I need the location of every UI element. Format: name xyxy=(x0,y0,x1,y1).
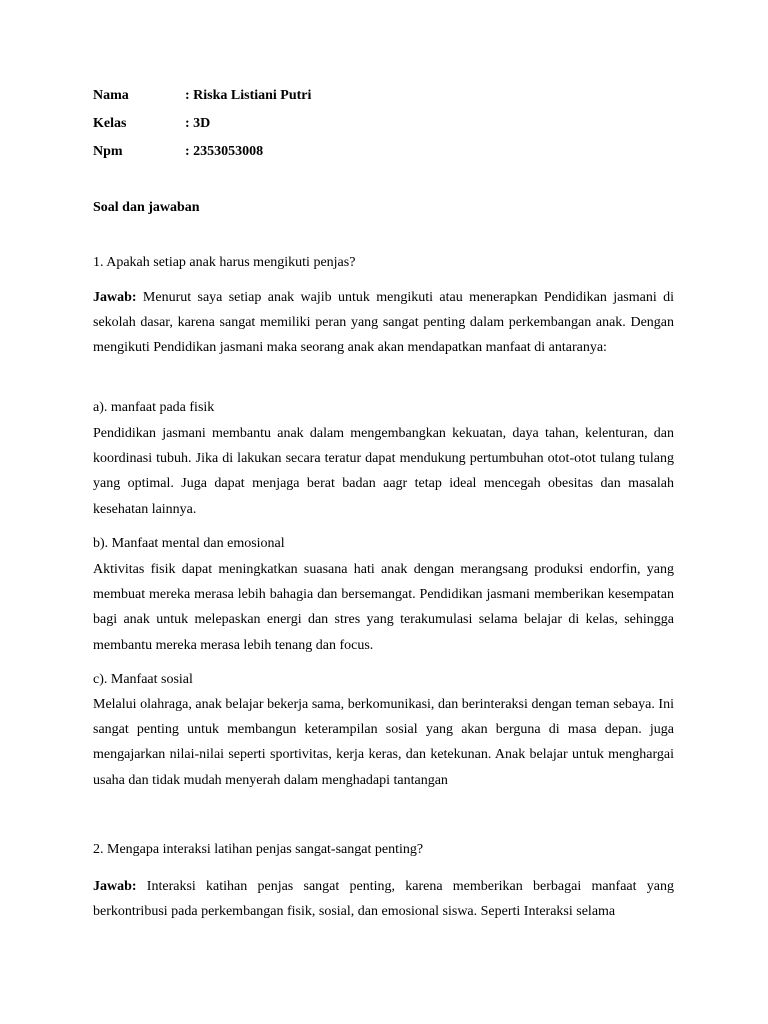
point-b-text: Aktivitas fisik dapat meningkatkan suasana hati anak dengan merangsang produksi endorfin, yang membuat mereka merasa lebih bahagia dan bersemangat. Pendidikan jasmani memberikan kesempatan bagi anak untuk melepaskan energi dan stres yang terakumulasi selama belajar di kelas, sehingga membantu mereka merasa lebih tenang dan focus. xyxy=(93,562,674,653)
point-a-heading: a). manfaat pada fisik xyxy=(93,400,215,415)
section-title: Soal dan jawaban xyxy=(93,200,200,215)
name-label: Nama xyxy=(93,88,129,103)
npm-label: Npm xyxy=(93,144,123,159)
name-value: : Riska Listiani Putri xyxy=(185,88,312,103)
point-c-heading: c). Manfaat sosial xyxy=(93,672,193,687)
answer-1 xyxy=(93,285,674,361)
point-c-text: Melalui olahraga, anak belajar bekerja sama, berkomunikasi, dan berinteraksi dengan teman sebaya. Ini sangat penting untuk membangun keterampilan sosial yang akan berguna di masa depan. juga mengajarkan nilai-nilai seperti sportivitas, kerja keras, dan ketekunan. Anak belajar untuk menghargai usaha dan tidak mudah menyerah dalam menghadapi tantangan xyxy=(93,697,674,788)
answer-1-text: Menurut saya setiap anak wajib untuk mengikuti atau menerapkan Pendidikan jasmani di sekolah dasar, karena sangat memiliki peran yang sangat penting dalam perkembangan anak. Dengan mengikuti Pendidikan jasmani maka seorang anak akan mendapatkan manfaat di antaranya: xyxy=(93,290,674,356)
class-row xyxy=(93,114,674,134)
answer-2-text: Interaksi katihan penjas sangat penting, karena memberikan berbagai manfaat yang berkontribusi pada perkembangan fisik, sosial, dan emosional siswa. Seperti Interaksi selama xyxy=(93,879,674,920)
class-value: : 3D xyxy=(185,116,211,131)
class-label: Kelas xyxy=(93,116,127,131)
point-a-text: Pendidikan jasmani membantu anak dalam mengembangkan kekuatan, daya tahan, kelenturan, dan koordinasi tubuh. Jika di lakukan secara teratur dapat mendukung pertumbuhan otot-otot tulang tulang yang optimal. Juga dapat menjaga berat badan aagr tetap ideal mencegah obesitas dan masalah kesehatan lainnya. xyxy=(93,426,674,517)
question-1: 1. Apakah setiap anak harus mengikuti penjas? xyxy=(93,255,356,270)
point-b-heading: b). Manfaat mental dan emosional xyxy=(93,536,285,551)
question-2: 2. Mengapa interaksi latihan penjas sangat-sangat penting? xyxy=(93,842,424,857)
name-row xyxy=(93,86,674,106)
answer-1-label: Jawab: xyxy=(93,290,137,305)
npm-value: : 2353053008 xyxy=(185,144,264,159)
answer-2-label: Jawab: xyxy=(93,879,137,894)
npm-row xyxy=(93,142,674,162)
answer-2 xyxy=(93,874,674,924)
